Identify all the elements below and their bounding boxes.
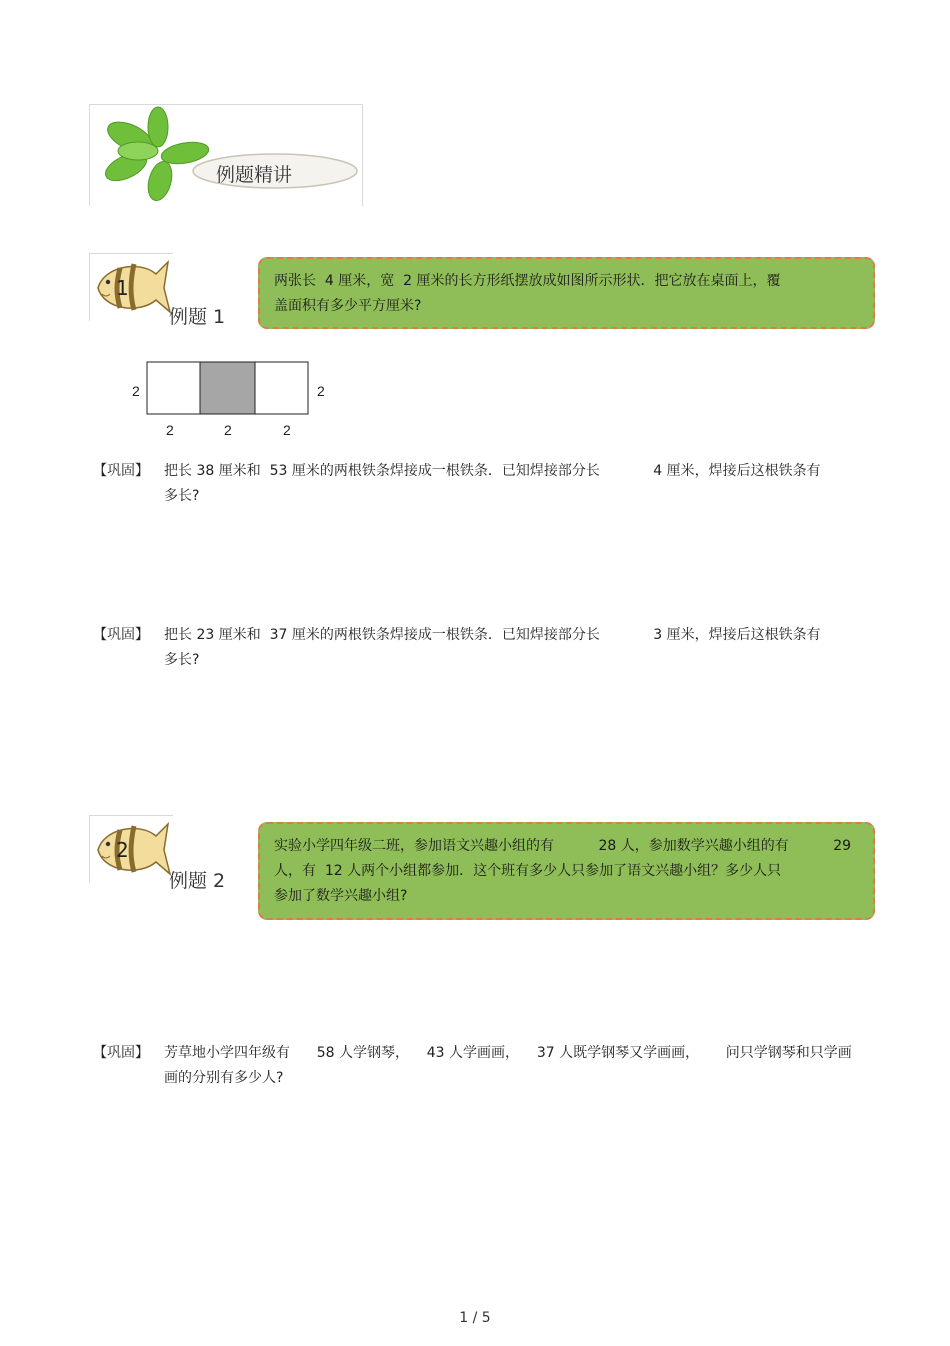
question-line: 实验小学四年级二班，参加语文兴趣小组的有 28 人，参加数学兴趣小组的有 29 xyxy=(274,838,852,854)
bottom-label-3: 2 xyxy=(283,422,291,438)
drill-tag: 【巩固】 xyxy=(93,1045,149,1061)
example-2-badge xyxy=(89,815,173,883)
bottom-label-1: 2 xyxy=(166,422,174,438)
example-1-question-box xyxy=(258,257,875,329)
rectangles-figure xyxy=(120,355,340,445)
drill-tag: 【巩固】 xyxy=(93,463,149,479)
drill-line: 多长? xyxy=(164,652,200,668)
question-line: 盖面积有多少平方厘米? xyxy=(274,298,422,314)
left-height-label: 2 xyxy=(132,383,140,399)
question-line: 参加了数学兴趣小组? xyxy=(274,888,408,904)
leaf-clover-icon xyxy=(90,105,362,205)
drill-line: 画的分别有多少人? xyxy=(164,1070,284,1086)
page-number: 1 / 5 xyxy=(459,1310,491,1326)
drill-line: 芳草地小学四年级有 58 人学钢琴， 43 人学画画， 37 人既学钢琴又学画画， 问只学钢琴和只学画 xyxy=(164,1045,852,1061)
fish-icon xyxy=(90,254,172,320)
right-height-label: 2 xyxy=(317,383,325,399)
example-1-number: 1 xyxy=(116,276,129,300)
section-title: 例题精讲 xyxy=(216,164,293,186)
example-2-question-box xyxy=(258,822,875,920)
drill-line: 把长 23 厘米和 37 厘米的两根铁条焊接成一根铁条．已知焊接部分长 3 厘米，焊接后这根铁条有 xyxy=(164,627,821,643)
drill-1 xyxy=(93,460,863,510)
fish-icon xyxy=(90,816,172,882)
question-line: 两张长 4 厘米，宽 2 厘米的长方形纸摆放成如图所示形状．把它放在桌面上，覆 xyxy=(274,273,781,289)
example-1-badge xyxy=(89,253,173,321)
drill-line: 多长? xyxy=(164,488,200,504)
example-1-label: 例题 1 xyxy=(169,306,226,328)
drill-2 xyxy=(93,624,863,674)
drill-3 xyxy=(93,1042,883,1092)
example-2-label: 例题 2 xyxy=(169,870,226,892)
overlap-region xyxy=(200,362,255,414)
drill-tag: 【巩固】 xyxy=(93,627,149,643)
example-2-number: 2 xyxy=(116,838,129,862)
bottom-label-2: 2 xyxy=(224,422,232,438)
question-line: 人，有 12 人两个小组都参加．这个班有多少人只参加了语文兴趣小组？多少人只 xyxy=(274,863,782,879)
section-banner xyxy=(89,104,363,206)
drill-line: 把长 38 厘米和 53 厘米的两根铁条焊接成一根铁条．已知焊接部分长 4 厘米，焊接后这根铁条有 xyxy=(164,463,821,479)
